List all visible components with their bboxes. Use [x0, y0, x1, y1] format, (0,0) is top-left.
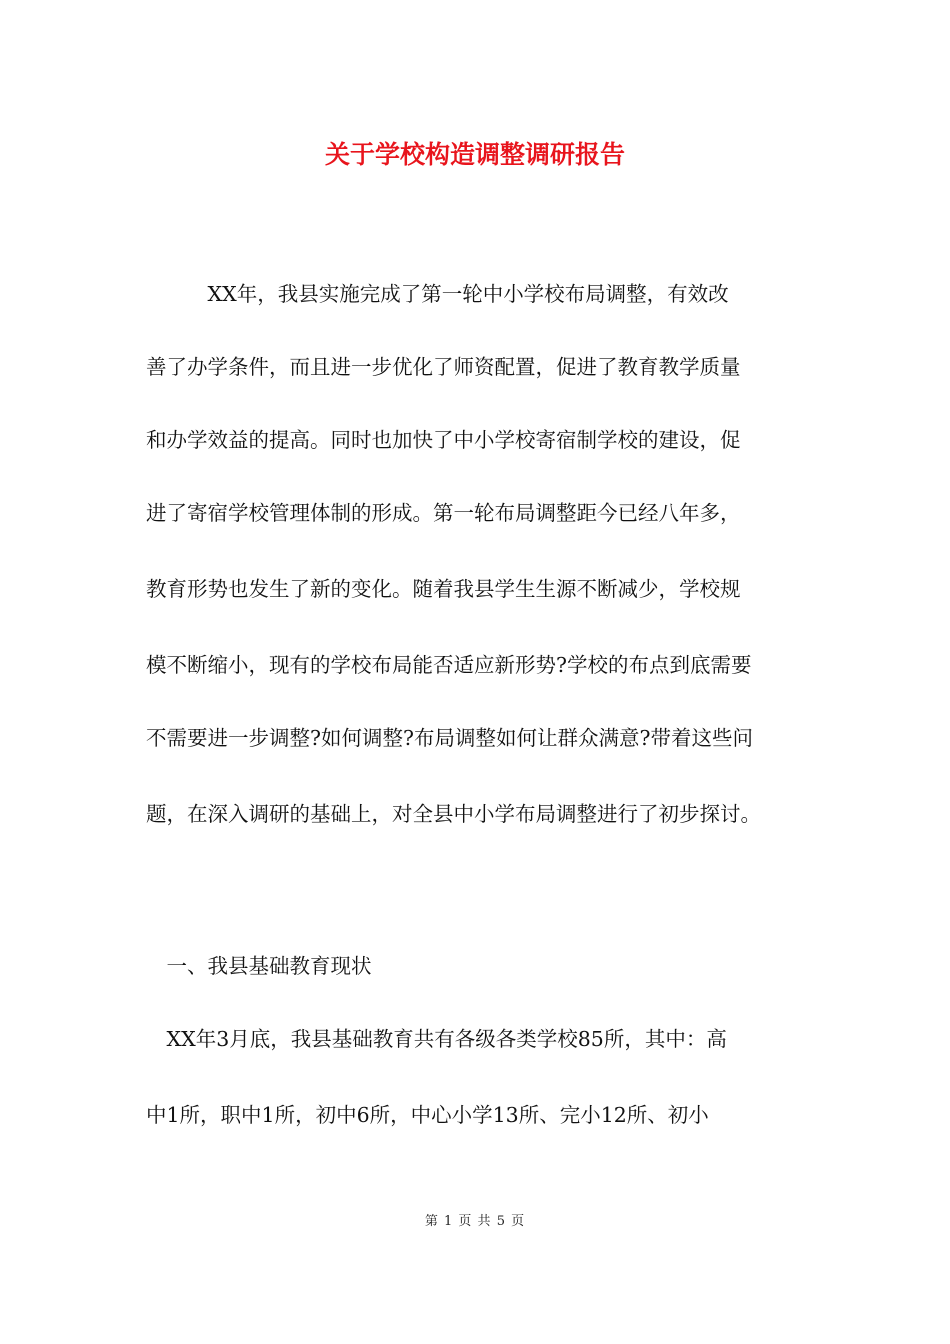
page-number: 第 1 页 共 5 页: [424, 1214, 526, 1229]
paragraph-line: 进了寄宿学校管理体制的形成。第一轮布局调整距今已经八年多，: [146, 501, 741, 525]
paragraph-line: 教育形势也发生了新的变化。随着我县学生生源不断减少，学校规: [146, 577, 741, 601]
paragraph-line: XX年，我县实施完成了第一轮中小学校布局调整，有效改: [146, 282, 729, 306]
paragraph-line: 模不断缩小，现有的学校布局能否适应新形势?学校的布点到底需要: [146, 653, 752, 677]
section-heading: 一、我县基础教育现状: [146, 954, 372, 978]
paragraph-line: 中1所，职中1所，初中6所，中心小学13所、完小12所、初小: [146, 1103, 709, 1127]
paragraph-line: 题，在深入调研的基础上，对全县中小学布局调整进行了初步探讨。: [146, 802, 761, 826]
paragraph-line: 和办学效益的提高。同时也加快了中小学校寄宿制学校的建设，促: [146, 428, 741, 452]
document-title: 关于学校构造调整调研报告: [324, 140, 625, 169]
paragraph-line: XX年3月底，我县基础教育共有各级各类学校85所，其中：高: [146, 1027, 727, 1051]
paragraph-line: 善了办学条件，而且进一步优化了师资配置，促进了教育教学质量: [146, 355, 741, 379]
paragraph-line: 不需要进一步调整?如何调整?布局调整如何让群众满意?带着这些问: [146, 726, 753, 750]
